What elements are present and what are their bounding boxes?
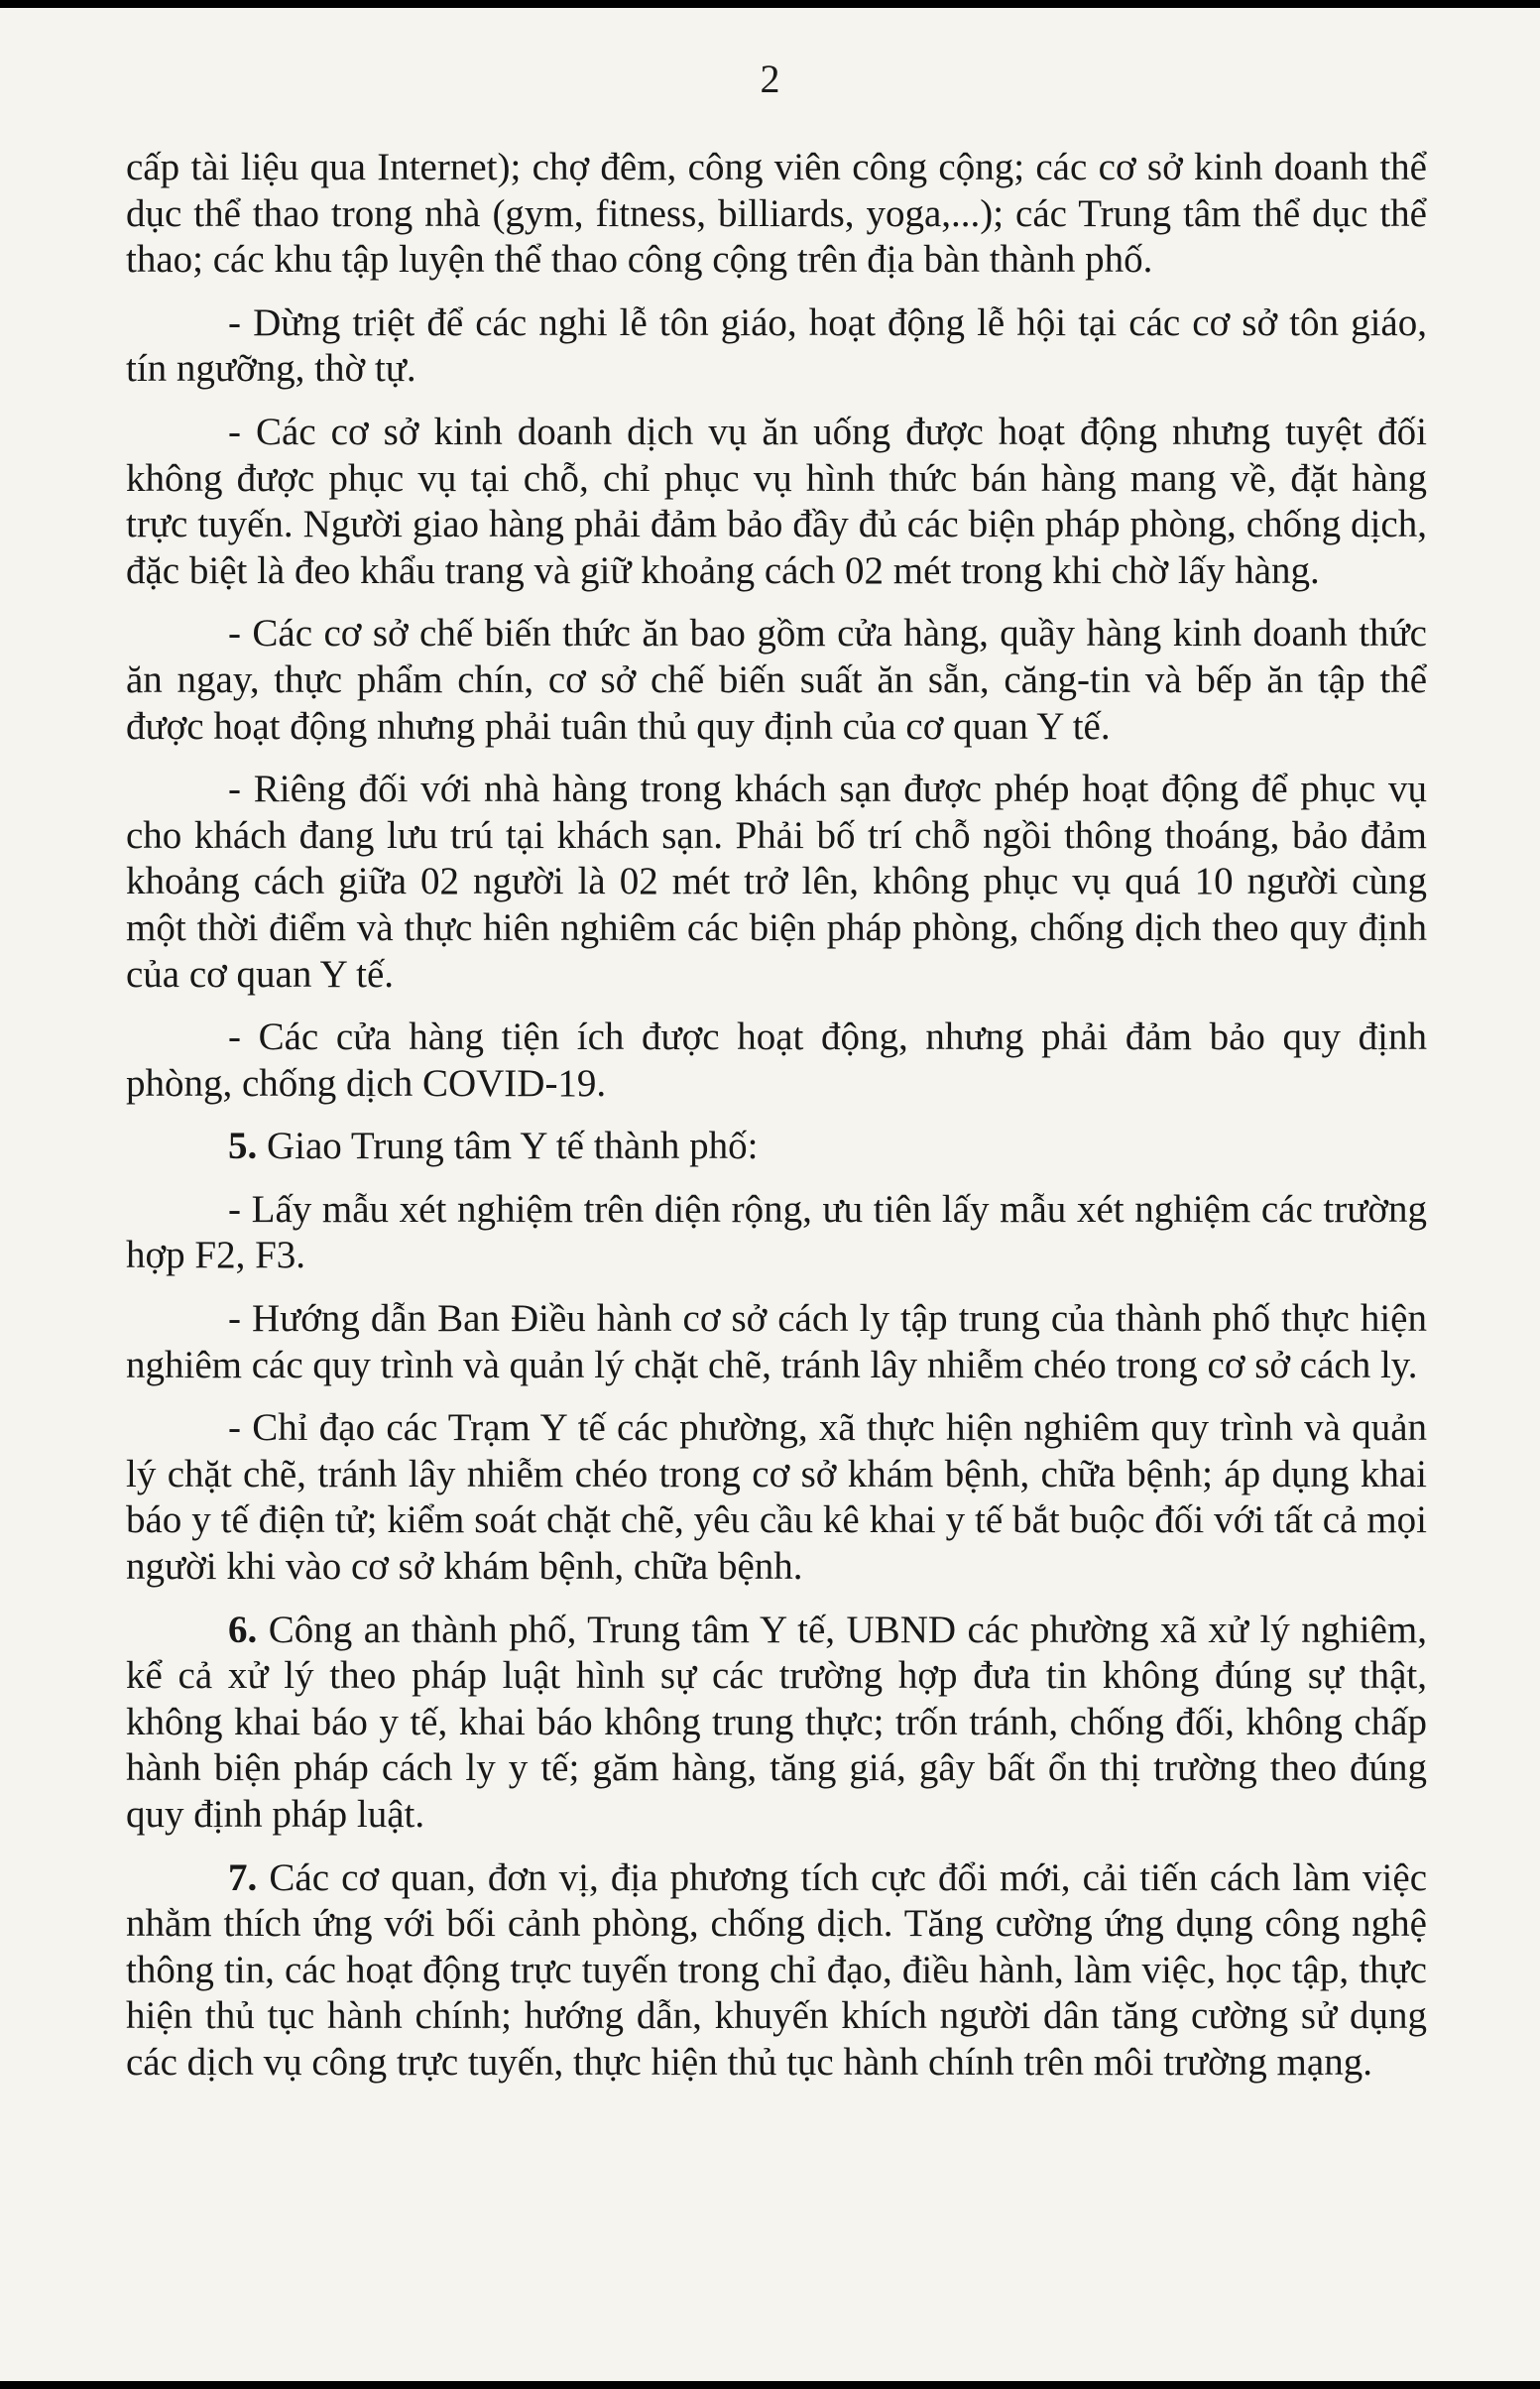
paragraph-text: Giao Trung tâm Y tế thành phố: [267, 1125, 759, 1168]
page-number: 2 [760, 57, 780, 101]
section-number: 5. [228, 1125, 258, 1168]
section-number: 6. [228, 1608, 258, 1651]
section-6 [126, 1608, 1427, 1839]
paragraph-text: - Các cơ sở kinh doanh dịch vụ ăn uống được hoạt động nhưng tuyệt đối không được phục vụ tại chỗ, chỉ phục vụ hình thức bán hàng mang về, đặt hàng trực tuyến. Người giao hàng phải đảm bảo đầy đủ các biện pháp phòng, chống dịch, đặc biệt là đeo khẩu trang và giữ khoảng cách 02 mét trong khi chờ lấy hàng. [126, 410, 1427, 592]
section-number: 7. [228, 1855, 258, 1899]
paragraph-quarantine-guidance [126, 1296, 1427, 1388]
paragraph-health-stations [126, 1405, 1427, 1590]
paragraph-continuation [126, 145, 1427, 284]
paragraph-text: - Riêng đối với nhà hàng trong khách sạn được phép hoạt động để phục vụ cho khách đang lưu trú tại khách sạn. Phải bố trí chỗ ngồi thông thoáng, bảo đảm khoảng cách giữa 02 người là 02 mét trở lên, không phục vụ quá 10 người cùng một thời điểm và thực hiên nghiêm các biện pháp phòng, chống dịch theo quy định của cơ quan Y tế. [126, 768, 1427, 996]
paragraph-text: - Các cửa hàng tiện ích được hoạt động, nhưng phải đảm bảo quy định phòng, chống dịch COVID-19. [126, 1015, 1427, 1105]
paragraph-food-service [126, 410, 1427, 594]
paragraph-convenience-stores [126, 1015, 1427, 1107]
paragraph-text: cấp tài liệu qua Internet); chợ đêm, công viên công cộng; các cơ sở kinh doanh thể dục thể thao trong nhà (gym, fitness, billiards, yoga,...); các Trung tâm thể dục thể thao; các khu tập luyện thể thao công cộng trên địa bàn thành phố. [126, 146, 1427, 282]
paragraph-hotel-restaurants [126, 767, 1427, 998]
paragraph-text: - Hướng dẫn Ban Điều hành cơ sở cách ly tập trung của thành phố thực hiện nghiêm các quy trình và quản lý chặt chẽ, tránh lây nhiễm chéo trong cơ sở cách ly. [126, 1297, 1427, 1386]
paragraph-text: Công an thành phố, Trung tâm Y tế, UBND các phường xã xử lý nghiêm, kể cả xử lý theo pháp luật hình sự các trường hợp đưa tin không đúng sự thật, không khai báo y tế, khai báo không trung thực; trốn tránh, chống đối, không chấp hành biện pháp cách ly y tế; găm hàng, tăng giá, gây bất ổn thị trường theo đúng quy định pháp luật. [126, 1608, 1428, 1836]
section-5-heading [126, 1124, 1427, 1170]
paragraph-testing [126, 1187, 1427, 1279]
document-body [126, 145, 1427, 2103]
paragraph-text: - Các cơ sở chế biến thức ăn bao gồm cửa hàng, quầy hàng kinh doanh thức ăn ngay, thực phẩm chín, cơ sở chế biến suất ăn sẵn, căng-tin và bếp ăn tập thể được hoạt động nhưng phải tuân thủ quy định của cơ quan Y tế. [126, 612, 1427, 748]
paragraph-text: - Dừng triệt để các nghi lễ tôn giáo, hoạt động lễ hội tại các cơ sở tôn giáo, tín ngưỡng, thờ tự. [126, 300, 1427, 391]
paragraph-religious-ceremonies [126, 300, 1427, 393]
document-page [0, 8, 1540, 2381]
paragraph-text: - Lấy mẫu xét nghiệm trên diện rộng, ưu tiên lấy mẫu xét nghiệm các trường hợp F2, F3. [126, 1187, 1427, 1277]
paragraph-text: Các cơ quan, đơn vị, địa phương tích cực đổi mới, cải tiến cách làm việc nhằm thích ứng với bối cảnh phòng, chống dịch. Tăng cường ứng dụng công nghệ thông tin, các hoạt động trực tuyến trong chỉ đạo, điều hành, làm việc, học tập, thực hiện thủ tục hành chính; hướng dẫn, khuyến khích người dân tăng cường sử dụng các dịch vụ công trực tuyến, thực hiện thủ tục hành chính trên môi trường mạng. [126, 1855, 1428, 2084]
section-7 [126, 1855, 1427, 2087]
paragraph-food-processing [126, 611, 1427, 750]
paragraph-text: - Chỉ đạo các Trạm Y tế các phường, xã thực hiện nghiêm quy trình và quản lý chặt chẽ, tránh lây nhiễm chéo trong cơ sở khám bệnh, chữa bệnh; áp dụng khai báo y tế điện tử; kiểm soát chặt chẽ, yêu cầu kê khai y tế bắt buộc đối với tất cả mọi người khi vào cơ sở khám bệnh, chữa bệnh. [126, 1406, 1427, 1589]
